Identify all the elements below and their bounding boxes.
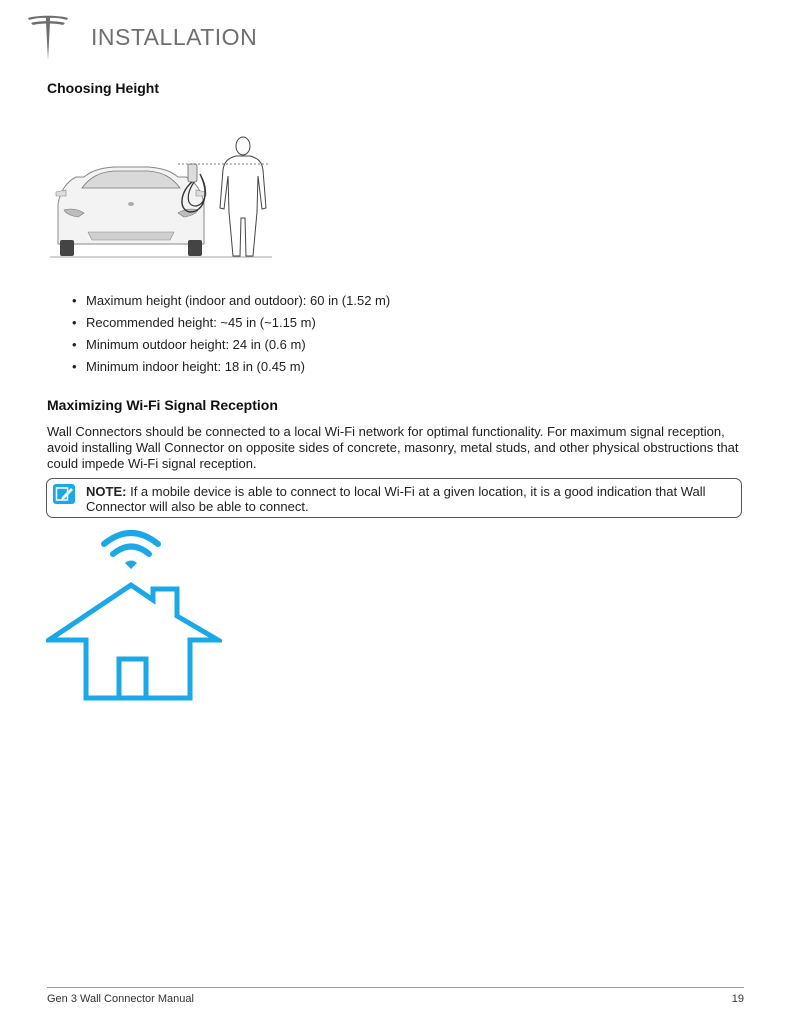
car-charger-person-illustration: [48, 132, 278, 262]
wifi-heading: Maximizing Wi-Fi Signal Reception: [47, 397, 278, 413]
spec-max-height: • Maximum height (indoor and outdoor): 60 in (1.52 m): [48, 290, 390, 312]
footer-page-number: 19: [731, 993, 744, 1005]
spec-min-outdoor-height: • Minimum outdoor height: 24 in (0.6 m): [48, 334, 390, 356]
section-title: INSTALLATION: [91, 24, 258, 50]
note-body: If a mobile device is able to connect to local Wi-Fi at a given location, it is a good indication that Wall Connector will also be able to connect.: [86, 484, 706, 514]
page-header: [26, 14, 766, 64]
note-box: [46, 478, 742, 518]
spec-min-indoor-height: • Minimum indoor height: 18 in (0.45 m): [48, 356, 390, 378]
choosing-height-heading: Choosing Height: [47, 80, 159, 96]
note-label: NOTE:: [86, 484, 127, 499]
spec-recommended-height: • Recommended height: ~45 in (~1.15 m): [48, 312, 390, 334]
tesla-logo-icon: [26, 14, 70, 60]
note-text: [86, 484, 734, 514]
wifi-house-icon: [46, 526, 222, 704]
height-spec-list: [48, 290, 390, 378]
footer-manual-title: Gen 3 Wall Connector Manual: [47, 993, 194, 1005]
note-pencil-icon: [52, 483, 76, 505]
footer-divider: [47, 987, 744, 988]
wifi-paragraph: Wall Connectors should be connected to a local Wi-Fi network for optimal functionality. For maximum signal reception, avoid installing Wall Connector on opposite sides of concrete, masonry, metal studs, and other physical obstructions that could impede Wi-Fi signal reception.: [47, 424, 739, 471]
